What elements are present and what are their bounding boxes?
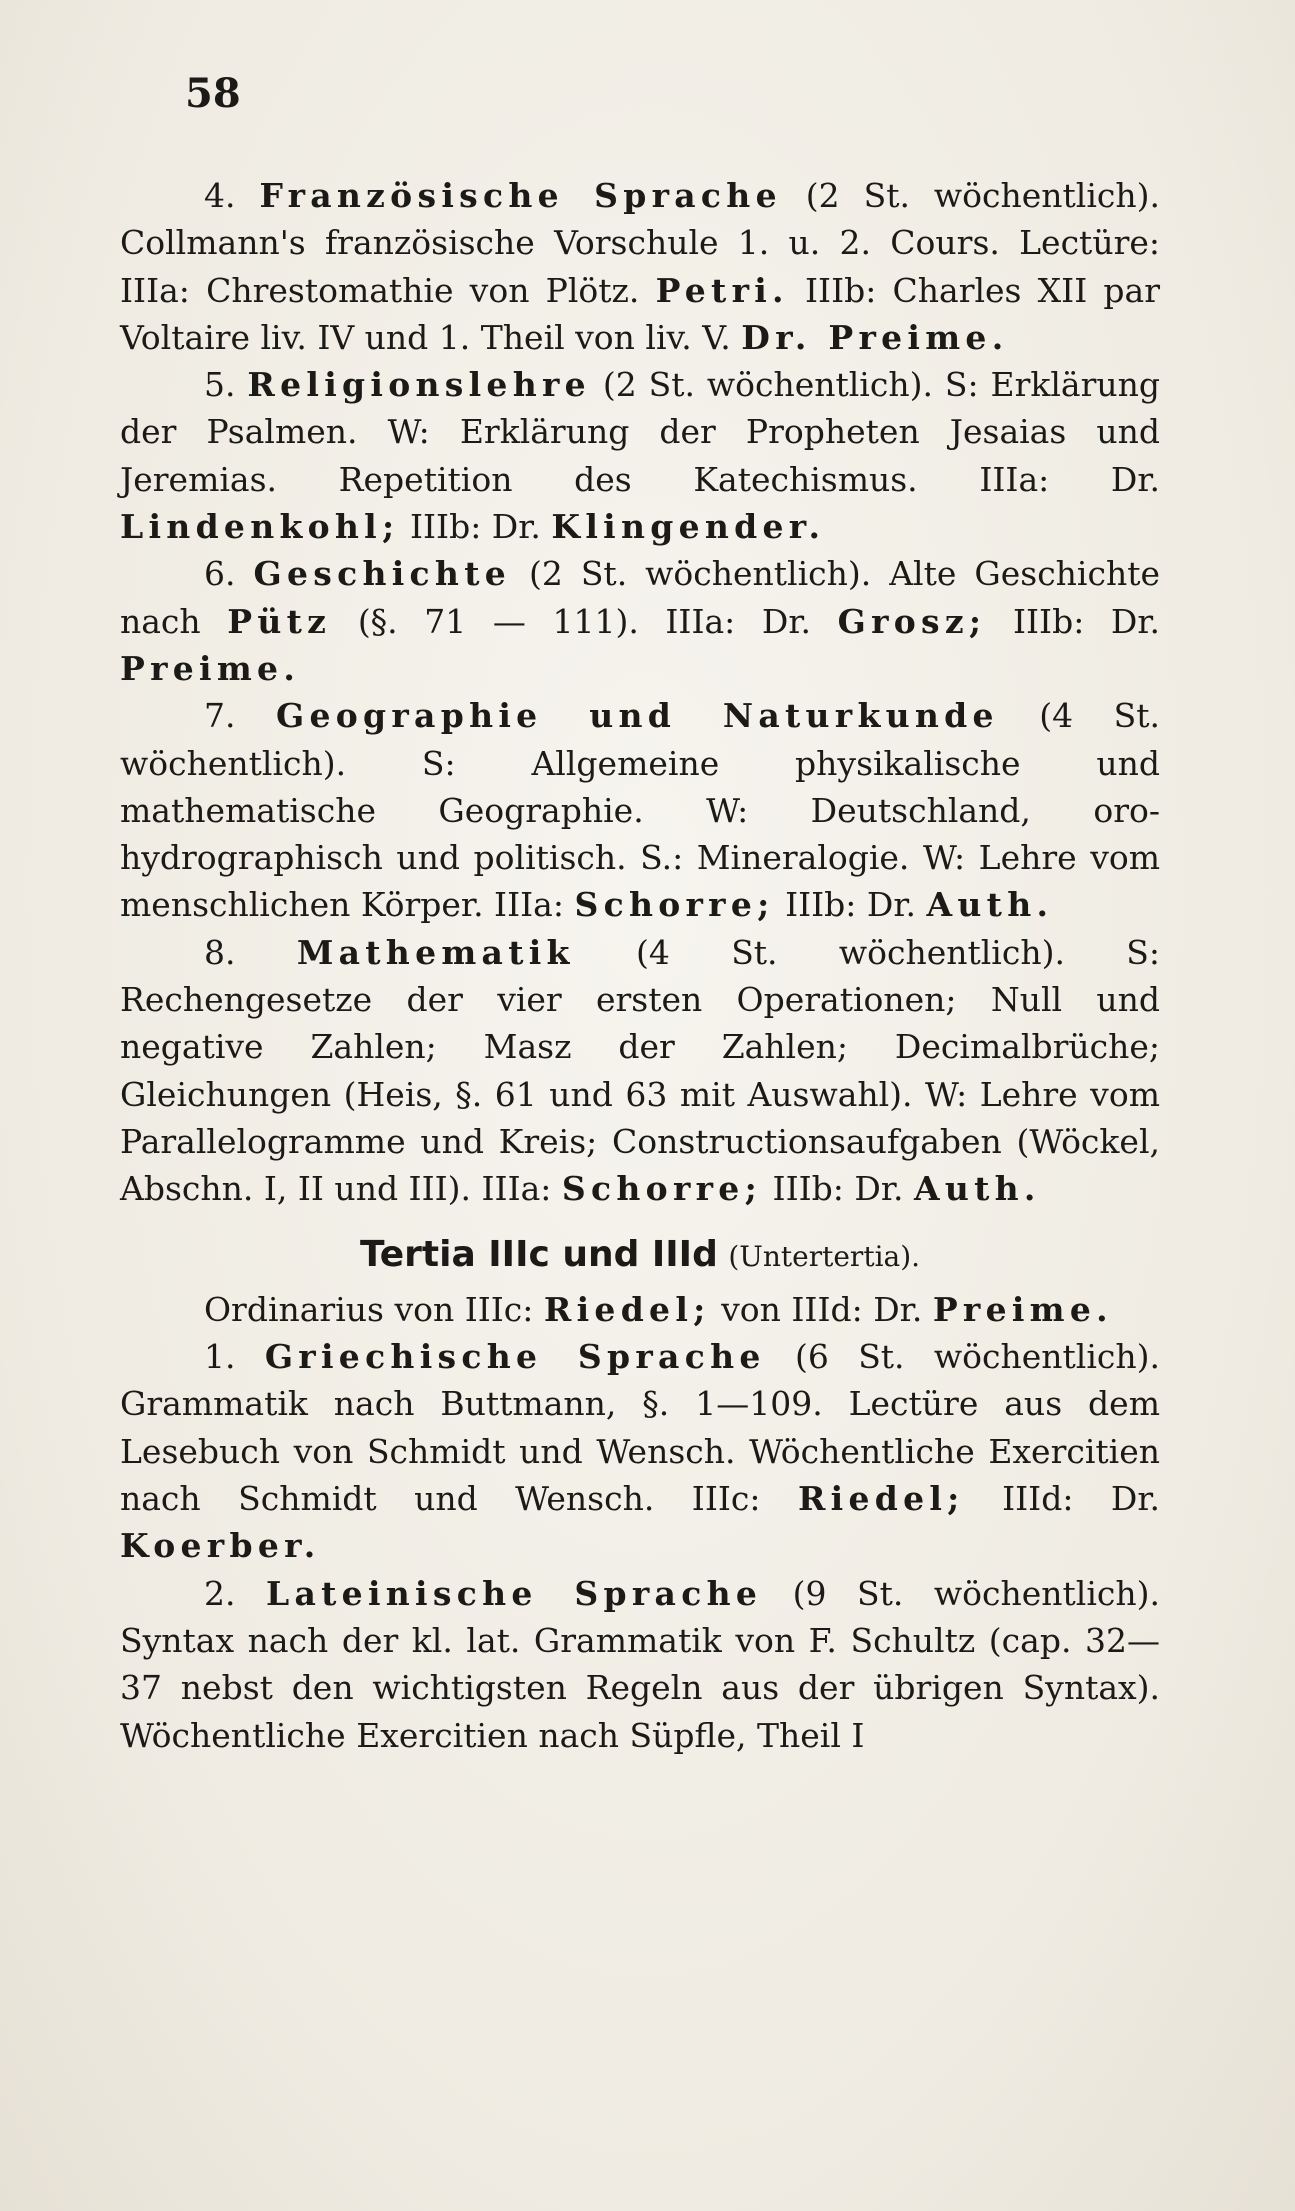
teacher-name: Preime. bbox=[932, 1289, 1113, 1329]
teacher-name: Schorre; bbox=[574, 885, 775, 925]
section-body: (9 St. wöchentlich). Syntax nach der kl. lat. Grammatik von F. Schultz (cap. 32—37 nebst den wichtigsten Regeln aus der übrigen Syntax). Wöchentliche Exercitien nach Süpfle, Theil I bbox=[120, 1573, 1161, 1755]
class-heading-title: Tertia IIIc und IIId bbox=[359, 1233, 718, 1275]
section-body: Ordinarius von IIIc: bbox=[204, 1289, 534, 1329]
page-number: 58 bbox=[185, 70, 241, 117]
section-body: (6 St. wöchentlich). Grammatik nach Buttmann, §. 1—109. Lectüre aus dem Lesebuch von Schmidt und Wensch. Wöchentliche Exercitien nach Schmidt und Wensch. IIIc: bbox=[120, 1337, 1160, 1519]
section-number: 7. bbox=[204, 696, 236, 736]
paragraph-ordinarius bbox=[120, 1286, 1160, 1333]
class-heading bbox=[120, 1231, 1160, 1280]
paragraph-geographie bbox=[120, 692, 1160, 928]
section-body: Collmann's französische Vorschule 1. u. 2. Cours. Lectüre: IIIa: Chrestomathie von Plötz. bbox=[120, 223, 1160, 310]
section-body: IIIb: Dr. bbox=[1012, 601, 1161, 641]
teacher-name: Auth. bbox=[913, 1169, 1041, 1209]
page-text bbox=[120, 172, 1160, 1759]
teacher-name: Preime. bbox=[120, 648, 301, 688]
section-body: IIIb: Dr. bbox=[772, 1169, 904, 1209]
teacher-name: Koerber. bbox=[120, 1526, 321, 1566]
section-number: 4. bbox=[204, 176, 236, 215]
paragraph-griechisch bbox=[120, 1333, 1160, 1569]
section-title: Religionslehre bbox=[247, 365, 591, 405]
section-title: Französische Sprache bbox=[259, 176, 782, 215]
section-body: (4 St. wöchentlich). S: Allgemeine physikalische und mathematische Geographie. W: Deutschland, oro-hydrographisch und politisch. S.: Mineralogie. W: Lehre vom menschlichen Körper. IIIa: bbox=[120, 696, 1160, 925]
section-body: (4 St. wöchentlich). S: Rechengesetze der vier ersten Operationen; Null und negative Zahlen; Masz der Zahlen; Decimalbrüche; Gleichungen (Heis, §. 61 und 63 mit Auswahl). W: Lehre vom Parallelogramme und Kreis; Constructionsaufgaben (Wöckel, Abschn. I, II und III). IIIa: bbox=[120, 932, 1160, 1209]
author-name: Pütz bbox=[227, 601, 332, 641]
section-number: 8. bbox=[204, 932, 236, 972]
teacher-name: Riedel; bbox=[543, 1289, 711, 1329]
paragraph-latein bbox=[120, 1570, 1160, 1759]
section-number: 1. bbox=[204, 1337, 236, 1377]
paragraph-franzoesisch bbox=[120, 172, 1160, 361]
teacher-name: Riedel; bbox=[797, 1479, 965, 1519]
section-body: IIIb: Dr. bbox=[785, 885, 917, 925]
teacher-name: Petri. bbox=[655, 270, 789, 310]
paragraph-geschichte bbox=[120, 550, 1160, 692]
teacher-name: Schorre; bbox=[561, 1169, 763, 1209]
section-body: (§. 71 — 111). IIIa: Dr. bbox=[357, 601, 811, 641]
section-title: Geschichte bbox=[253, 554, 511, 594]
section-body: IIIb: Dr. bbox=[409, 507, 541, 547]
teacher-name: Lindenkohl; bbox=[120, 507, 400, 547]
section-body: (2 St. wöchentlich). Alte Geschichte nach bbox=[120, 554, 1161, 641]
teacher-name: Grosz; bbox=[837, 601, 987, 641]
section-title: Geographie und Naturkunde bbox=[276, 696, 999, 736]
class-heading-subtitle: (Untertertia). bbox=[728, 1239, 921, 1273]
section-body: IIIb: Charles XII par Voltaire liv. IV und 1. Theil von liv. V. bbox=[120, 270, 1160, 357]
paragraph-religion bbox=[120, 361, 1160, 550]
section-body: IIId: Dr. bbox=[1002, 1479, 1160, 1519]
section-body: von IIId: Dr. bbox=[721, 1289, 923, 1329]
section-number: 5. bbox=[204, 365, 236, 405]
section-number: 2. bbox=[204, 1573, 236, 1613]
section-number: 6. bbox=[204, 554, 236, 594]
section-body: (2 St. wöchentlich). bbox=[805, 176, 1160, 215]
section-title: Lateinische Sprache bbox=[266, 1573, 763, 1613]
section-title: Mathematik bbox=[296, 932, 575, 972]
teacher-name: Dr. Preime. bbox=[741, 317, 1009, 357]
teacher-name: Auth. bbox=[926, 885, 1054, 925]
paragraph-mathematik bbox=[120, 929, 1160, 1213]
section-body: (2 St. wöchentlich). S: Erklärung der Psalmen. W: Erklärung der Propheten Jesaias und Jeremias. Repetition des Katechismus. IIIa: Dr. bbox=[120, 365, 1160, 499]
section-title: Griechische Sprache bbox=[264, 1337, 766, 1377]
teacher-name: Klingender. bbox=[551, 507, 826, 547]
